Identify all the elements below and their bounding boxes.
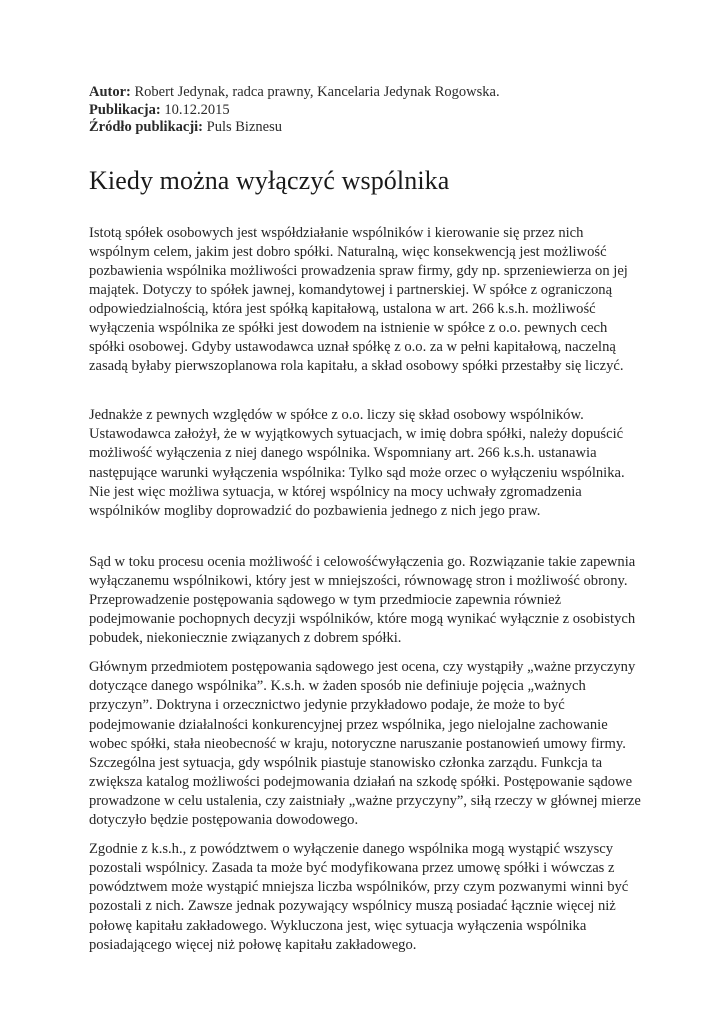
author-label: Autor: [89, 84, 131, 100]
article-title: Kiedy można wyłączyć wspólnika [89, 165, 450, 195]
document-page [89, 84, 641, 955]
source-label: Źródło publikacji: [89, 119, 204, 135]
paragraph: Głównym przedmiotem postępowania sądowego jest ocena, czy wystąpiły „ważne przyczyny dotyczące danego wspólnika”. K.s.h. w żaden sposób nie definiuje pojęcia „ważnych przyczyn”. Doktryna i orzecznictwo jedynie przykładowo podaje, że może to być podejmowanie działalności konkurencyjnej przez wspólnika, jego nielojalne zachowanie wobec spółki, stała nieobecność w kraju, notoryczne naruszanie postanowień umowy firmy. Szczególna jest sytuacja, gdy wspólnik piastuje stanowisko członka zarządu. Funkcja ta zwiększa katalog możliwości podejmowania działań na szkodę spółki. Postępowanie sądowe prowadzone w celu ustalenia, czy zaistniały „ważne przyczyny”, siłą rzeczy w głównej mierze dotyczyło będzie postępowania dowodowego. [89, 659, 641, 829]
paragraph: Istotą spółek osobowych jest współdziałanie wspólników i kierowanie się przez nich wspólnym celem, jakim jest dobro spółki. Naturalną, więc konsekwencją jest możliwość pozbawienia wspólnika możliwości prowadzenia spraw firmy, gdy np. sprzeniewierza on jej majątek. Dotyczy to spółek jawnej, komandytowej i partnerskiej. W spółce z ograniczoną odpowiedzialnością, która jest spółką kapitałową, ustalona w art. 266 k.s.h. możliwość wyłączenia wspólnika ze spółki jest dowodem na istnienie w spółce z o.o. pewnych cech spółki osobowej. Gdyby ustawodawca uznał spółkę z o.o. za w pełni kapitałową, naczelną zasadą byłaby pierwszoplanowa rola kapitału, a skład osobowy spółki przestałby się liczyć. [89, 224, 628, 375]
source-line [89, 119, 641, 137]
author-value: Robert Jedynak, radca prawny, Kancelaria Jedynak Rogowska. [130, 84, 500, 100]
publication-date: 10.12.2015 [160, 101, 230, 118]
paragraph: Jednakże z pewnych względów w spółce z o.o. liczy się skład osobowy wspólników. Ustawodawca założył, że w wyjątkowych sytuacjach, w imię dobra spółki, należy dopuścić możliwość wyłączenia z niej danego wspólnika. Wspomniany art. 266 k.s.h. ustanawia następujące warunki wyłączenia wspólnika: Tylko sąd może orzec o wyłączeniu wspólnika. Nie jest więc możliwa sytuacja, w której wspólnicy na mocy uchwały zgromadzenia wspólników mogliby doprowadzić do pozbawienia jednego z nich jego praw. [89, 407, 625, 519]
article-metadata [89, 84, 641, 137]
paragraph: Zgodnie z k.s.h., z powództwem o wyłączenie danego wspólnika mogą wystąpić wszyscy pozostali wspólnicy. Zasada ta może być modyfikowana przez umowę spółki i wówczas z powództwem może wystąpić mniejsza liczba wspólników, przy czym pozwanymi winni być pozostali z nich. Zawsze jednak pozywający wspólnicy muszą posiadać łącznie więcej niż połowę kapitału zakładowego. Wykluczona jest, więc sytuacja wyłączenia wspólnika posiadającego więcej niż połowę kapitału zakładowego. [89, 841, 629, 953]
publication-line [89, 102, 641, 120]
paragraph: Sąd w toku procesu ocenia możliwość i celowośćwyłączenia go. Rozwiązanie takie zapewnia wyłączanemu wspólnikowi, który jest w mniejszości, równowagę stron i możliwość obrony. Przeprowadzenie postępowania sądowego w tym przedmiocie zapewnia również podejmowanie pochopnych decyzji wspólników, które mogą wynikać wyłącznie z osobistych pobudek, niekoniecznie związanych z dobrem spółki. [89, 553, 636, 647]
author-line [89, 84, 641, 102]
source-value: Puls Biznesu [203, 119, 282, 135]
publication-label: Publikacja: [89, 101, 161, 118]
